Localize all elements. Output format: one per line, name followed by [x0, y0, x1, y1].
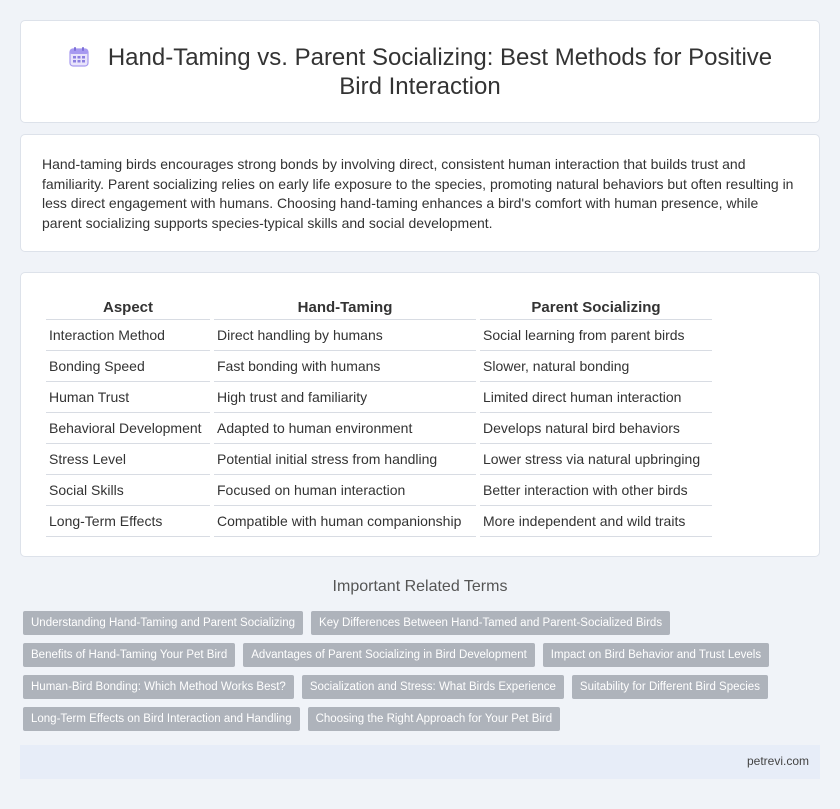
page-title-text: Hand-Taming vs. Parent Socializing: Best Methods for Positive Bird Interaction — [107, 44, 773, 100]
calendar-icon — [68, 46, 90, 68]
table-cell: Interaction Method — [46, 320, 210, 351]
related-term-tag[interactable]: Benefits of Hand-Taming Your Pet Bird — [23, 643, 235, 667]
table-cell: Social Skills — [46, 475, 210, 506]
table-cell: Adapted to human environment — [214, 413, 476, 444]
column-header-aspect: Aspect — [46, 296, 210, 320]
table-cell: Bonding Speed — [46, 351, 210, 382]
related-term-tag[interactable]: Advantages of Parent Socializing in Bird Development — [243, 643, 535, 667]
table-cell: Compatible with human companionship — [214, 506, 476, 537]
related-term-tag[interactable]: Choosing the Right Approach for Your Pet Bird — [308, 707, 561, 731]
related-term-tag[interactable]: Long-Term Effects on Bird Interaction and Handling — [23, 707, 300, 731]
table-row — [46, 382, 712, 413]
table-cell: Slower, natural bonding — [480, 351, 712, 382]
related-term-tag[interactable]: Impact on Bird Behavior and Trust Levels — [543, 643, 769, 667]
table-cell: Limited direct human interaction — [480, 382, 712, 413]
intro-paragraph: Hand-taming birds encourages strong bonds by involving direct, consistent human interaction that builds trust and familiarity. Parent socializing relies on early life exposure to the species, promoting natural behaviors but often resulting in less direct engagement with humans. Choosing hand-taming enhances a bird's comfort with human presence, while parent socializing supports species-typical skills and social development. — [42, 156, 794, 231]
table-cell: Better interaction with other birds — [480, 475, 712, 506]
related-terms-list — [23, 611, 813, 739]
table-row — [46, 444, 712, 475]
table-row — [46, 351, 712, 382]
intro-card — [20, 134, 820, 252]
related-term-tag[interactable]: Key Differences Between Hand-Tamed and Parent-Socialized Birds — [311, 611, 670, 635]
table-cell: Social learning from parent birds — [480, 320, 712, 351]
table-row — [46, 413, 712, 444]
related-terms-title: Important Related Terms — [332, 578, 508, 595]
title-card — [20, 20, 820, 123]
table-cell: Lower stress via natural upbringing — [480, 444, 712, 475]
table-cell: More independent and wild traits — [480, 506, 712, 537]
table-cell: Develops natural bird behaviors — [480, 413, 712, 444]
table-cell: Behavioral Development — [46, 413, 210, 444]
table-row — [46, 506, 712, 537]
table-cell: Human Trust — [46, 382, 210, 413]
table-cell: Focused on human interaction — [214, 475, 476, 506]
footer — [20, 745, 820, 779]
column-header-parent-socializing: Parent Socializing — [480, 296, 712, 320]
column-header-hand-taming: Hand-Taming — [214, 296, 476, 320]
page-title — [61, 43, 779, 101]
table-cell: Direct handling by humans — [214, 320, 476, 351]
related-term-tag[interactable]: Human-Bird Bonding: Which Method Works Best? — [23, 675, 294, 699]
table-cell: Potential initial stress from handling — [214, 444, 476, 475]
table-row — [46, 475, 712, 506]
related-term-tag[interactable]: Understanding Hand-Taming and Parent Socializing — [23, 611, 303, 635]
table-cell: High trust and familiarity — [214, 382, 476, 413]
table-cell: Fast bonding with humans — [214, 351, 476, 382]
table-cell: Long-Term Effects — [46, 506, 210, 537]
related-term-tag[interactable]: Socialization and Stress: What Birds Experience — [302, 675, 564, 699]
table-row — [46, 320, 712, 351]
related-term-tag[interactable]: Suitability for Different Bird Species — [572, 675, 768, 699]
table-cell: Stress Level — [46, 444, 210, 475]
comparison-card — [20, 272, 820, 557]
table-header-row — [46, 296, 712, 320]
comparison-table — [42, 296, 716, 537]
footer-site-link[interactable]: petrevi.com — [746, 754, 809, 768]
